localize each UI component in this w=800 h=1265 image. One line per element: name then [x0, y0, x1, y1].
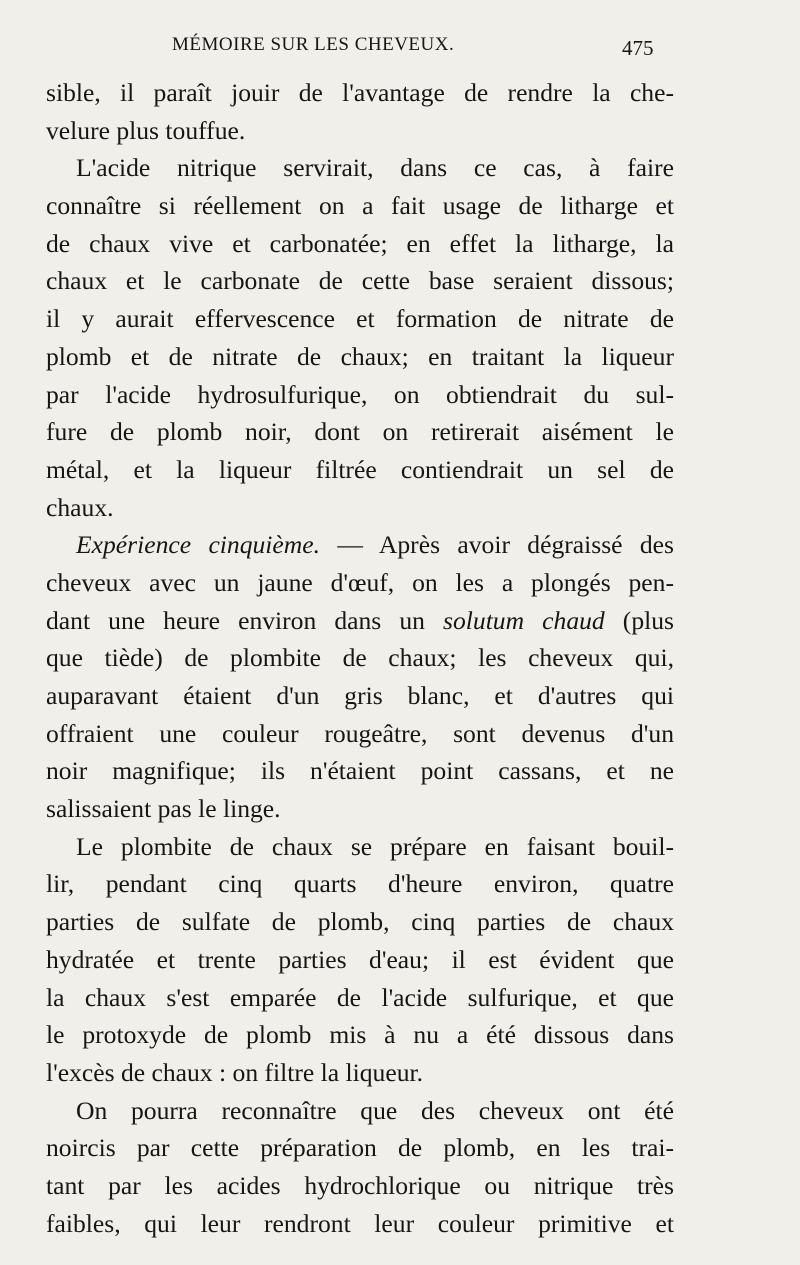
text-line: lir, pendant cinq quarts d'heure environ, quatre	[46, 869, 674, 899]
text-line: On pourra reconnaître que des cheveux ont été	[76, 1095, 674, 1125]
text-line: sible, il paraît jouir de l'avantage de rendre la che-	[46, 78, 674, 107]
text-line: noircis par cette préparation de plomb, en les trai-	[46, 1133, 674, 1163]
text-line	[46, 602, 674, 640]
text-line: cheveux avec un jaune d'œuf, on les a plongés pen-	[46, 567, 674, 597]
text-line: chaux et le carbonate de cette base seraient dissous;	[46, 266, 674, 296]
running-title: MÉMOIRE SUR LES CHEVEUX.	[172, 34, 455, 55]
line-text: dant une heure environ dans un	[46, 605, 444, 635]
page-header	[0, 34, 800, 70]
text-line: faibles, qui leur rendront leur couleur primitive et	[46, 1208, 674, 1238]
text-line: chaux.	[46, 492, 114, 522]
page-number: 475	[622, 36, 654, 60]
text-line: offraient une couleur rougeâtre, sont devenus d'un	[46, 718, 674, 748]
text-line: auparavant étaient d'un gris blanc, et d'autres qui	[46, 681, 674, 710]
italic-term: solutum chaud	[443, 605, 605, 635]
text-line: noir magnifique; ils n'étaient point cassans, et ne	[46, 756, 674, 786]
text-line: salissaient pas le linge.	[46, 794, 281, 824]
text-line: l'excès de chaux : on filtre la liqueur.	[46, 1057, 424, 1087]
text-line: connaître si réellement on a fait usage de litharge et	[46, 191, 674, 221]
text-line: que tiède) de plombite de chaux; les cheveux qui,	[46, 643, 674, 673]
page-body	[46, 74, 674, 1242]
text-line: par l'acide hydrosulfurique, on obtiendrait du sul-	[46, 379, 674, 409]
text-line: velure plus touffue.	[46, 115, 246, 145]
text-line: plomb et de nitrate de chaux; en traitant la liqueur	[46, 341, 674, 371]
line-text-after: (plus	[604, 605, 674, 635]
text-line: il y aurait effervescence et formation de nitrate de	[46, 304, 674, 334]
text-line	[46, 526, 674, 564]
text-line: de chaux vive et carbonatée; en effet la litharge, la	[46, 228, 674, 258]
text-line: hydratée et trente parties d'eau; il est évident que	[46, 944, 674, 974]
text-line: la chaux s'est emparée de l'acide sulfurique, et que	[46, 982, 674, 1012]
text-line: métal, et la liqueur filtrée contiendrait un sel de	[46, 454, 674, 484]
text-line: L'acide nitrique servirait, dans ce cas, à faire	[76, 153, 674, 183]
text-line: parties de sulfate de plomb, cinq parties de chaux	[46, 907, 674, 937]
line-text: — Après avoir dégraissé des	[320, 530, 674, 560]
text-line: Le plombite de chaux se prépare en faisant bouil-	[76, 831, 674, 861]
italic-heading: Expérience cinquième.	[76, 530, 321, 560]
text-line: fure de plomb noir, dont on retirerait aisément le	[46, 417, 674, 447]
text-line: tant par les acides hydrochlorique ou nitrique très	[46, 1170, 674, 1200]
text-line: le protoxyde de plomb mis à nu a été dissous dans	[46, 1020, 674, 1050]
